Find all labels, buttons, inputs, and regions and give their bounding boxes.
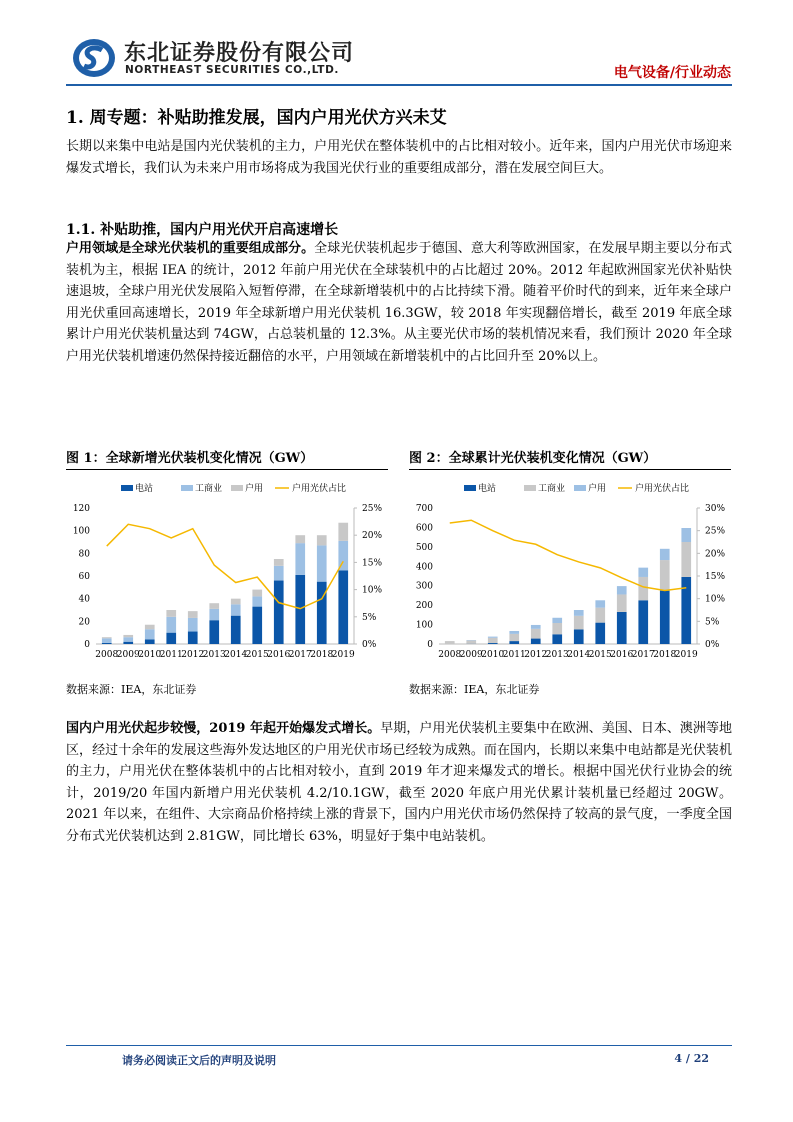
y2-tick-label: 25%: [705, 526, 726, 537]
y-tick-label: 20: [78, 617, 90, 628]
bar-工商业: [660, 560, 670, 591]
x-tick-label: 2015: [245, 650, 269, 660]
bar-户用: [231, 599, 241, 605]
y-tick-label: 400: [415, 562, 433, 573]
bar-电站: [166, 633, 176, 644]
footer-divider: [66, 1045, 732, 1046]
y2-tick-label: 20%: [362, 531, 383, 542]
report-category: 电气设备/行业动态: [613, 65, 731, 81]
figure-2-chart: [409, 476, 735, 666]
legend-label: 电站: [478, 484, 497, 494]
bar-电站: [252, 607, 262, 644]
bar-户用: [338, 523, 348, 541]
bar-电站: [595, 623, 605, 644]
bar-工商业: [595, 608, 605, 623]
bar-电站: [145, 639, 155, 644]
y2-tick-label: 30%: [705, 504, 726, 514]
bar-户用: [188, 611, 198, 618]
y2-tick-label: 0%: [362, 640, 377, 650]
bar-电站: [188, 632, 198, 644]
y-tick-label: 500: [415, 542, 433, 553]
bar-电站: [574, 629, 584, 644]
bar-电站: [509, 641, 519, 644]
bar-户用: [209, 603, 219, 609]
bar-电站: [102, 643, 112, 644]
paragraph-2-lead: 户用领域是全球光伏装机的重要组成部分。: [66, 241, 315, 256]
bar-电站: [317, 582, 327, 644]
bar-户用: [552, 618, 562, 623]
bar-工商业: [274, 566, 284, 581]
y-tick-label: 40: [78, 594, 90, 605]
bar-工商业: [445, 641, 455, 644]
figure-1-chart: [66, 476, 392, 666]
x-tick-label: 2008: [95, 650, 119, 660]
y-tick-label: 60: [78, 572, 90, 582]
bar-电站: [123, 642, 133, 644]
x-tick-label: 2012: [181, 650, 205, 660]
page-number: 4 / 22: [674, 1052, 709, 1065]
bar-工商业: [166, 617, 176, 633]
section-title: 1. 周专题：补贴助推发展，国内户用光伏方兴未艾: [66, 108, 447, 128]
bar-电站: [231, 616, 241, 644]
bar-工商业: [466, 641, 476, 644]
y2-tick-label: 5%: [705, 617, 720, 628]
x-tick-label: 2018: [310, 650, 334, 660]
x-tick-label: 2010: [481, 650, 505, 660]
y2-tick-label: 0%: [705, 640, 720, 650]
legend-label: 户用光伏占比: [635, 484, 690, 494]
paragraph-3-body: 早期，户用光伏装机主要集中在欧洲、美国、日本、澳洲等地区，经过十余年的发展这些海外发达地区的户用光伏市场已经较为成熟。而在国内，长期以来集中电站都是光伏装机的主力，户用光伏在整体装机中的占比相对较小，直到 2019 年才迎来爆发式的增长。根据中国光伏行业协会的统计，2019/20 年国内新增户用光伏装机 4.2/10.1GW，截至 2020 年底户用光伏累计装机量已经超过 20GW。2021 年以来，在组件、大宗商品价格持续上涨的背景下，国内户用光伏市场仍然保持了较高的景气度，一季度全国分布式光伏装机达到 2.81GW，同比增长 63%，明显好于集中电站装机。: [66, 721, 732, 844]
bar-电站: [274, 581, 284, 644]
legend-label: 户用: [245, 484, 264, 494]
bar-电站: [488, 643, 498, 644]
bar-户用: [509, 631, 519, 634]
y-tick-label: 100: [72, 526, 90, 537]
company-name-en: NORTHEAST SECURITIES CO.,LTD.: [125, 64, 339, 76]
x-tick-label: 2017: [288, 650, 312, 660]
x-tick-label: 2008: [438, 650, 462, 660]
legend-label: 工商业: [195, 484, 223, 494]
intro-paragraph: 长期以来集中电站是国内光伏装机的主力，户用光伏在整体装机中的占比相对较小。近年来，国内户用光伏市场迎来爆发式增长，我们认为未来户用市场将成为我国光伏行业的重要组成部分，潜在发展空间巨大。: [66, 139, 732, 176]
x-tick-label: 2014: [224, 650, 248, 660]
company-name-cn: 东北证券股份有限公司: [124, 41, 355, 66]
bar-工商业: [295, 543, 305, 575]
bar-户用: [145, 625, 155, 630]
bar-工商业: [102, 638, 112, 643]
bar-户用: [166, 610, 176, 617]
bar-户用: [123, 635, 133, 637]
bar-电站: [209, 620, 219, 644]
paragraph-2: [66, 238, 732, 368]
bar-工商业: [488, 638, 498, 643]
bar-电站: [338, 570, 348, 644]
x-tick-label: 2013: [545, 650, 569, 660]
bar-户用: [488, 637, 498, 638]
x-tick-label: 2012: [524, 650, 548, 660]
y2-tick-label: 20%: [705, 549, 726, 560]
x-tick-label: 2019: [331, 650, 355, 660]
bar-工商业: [574, 616, 584, 630]
bar-工商业: [617, 594, 627, 611]
x-tick-label: 2011: [502, 650, 526, 660]
bar-工商业: [145, 629, 155, 639]
share-line: [450, 520, 687, 590]
bar-工商业: [209, 609, 219, 620]
bar-户用: [274, 559, 284, 566]
bar-工商业: [531, 629, 541, 639]
y-tick-label: 0: [84, 640, 90, 650]
bar-工商业: [681, 542, 691, 577]
legend-label: 工商业: [538, 484, 566, 494]
y-tick-label: 80: [78, 549, 90, 560]
y-tick-label: 200: [415, 601, 433, 612]
figure-2-title: 图 2：全球累计光伏装机变化情况（GW）: [409, 447, 731, 470]
y2-tick-label: 15%: [362, 558, 383, 569]
y-tick-label: 100: [415, 620, 433, 631]
bar-电站: [295, 575, 305, 644]
figure-2-source: 数据来源：IEA，东北证券: [409, 683, 540, 696]
y2-tick-label: 5%: [362, 612, 377, 623]
x-tick-label: 2009: [116, 650, 140, 660]
bar-工商业: [252, 596, 262, 606]
bar-户用: [531, 625, 541, 629]
x-tick-label: 2019: [674, 650, 698, 660]
bar-电站: [531, 639, 541, 644]
y2-tick-label: 25%: [362, 504, 383, 514]
legend-swatch: [524, 485, 536, 491]
paragraph-3-lead: 国内户用光伏起步较慢，2019 年起开始爆发式增长。: [66, 721, 381, 736]
company-logo: [72, 38, 116, 78]
y2-tick-label: 15%: [705, 572, 726, 582]
bar-工商业: [638, 577, 648, 600]
legend-swatch: [574, 485, 586, 491]
bar-户用: [660, 549, 670, 560]
bar-工商业: [188, 618, 198, 632]
paragraph-3: [66, 718, 732, 848]
figure-1-source: 数据来源：IEA，东北证券: [66, 683, 197, 696]
y-tick-label: 300: [415, 581, 433, 592]
y2-tick-label: 10%: [705, 594, 726, 605]
bar-户用: [681, 528, 691, 542]
x-tick-label: 2009: [459, 650, 483, 660]
x-tick-label: 2010: [138, 650, 162, 660]
legend-label: 电站: [135, 484, 154, 494]
bar-工商业: [123, 637, 133, 642]
legend-swatch: [464, 485, 476, 491]
legend-label: 户用光伏占比: [292, 484, 347, 494]
x-tick-label: 2017: [631, 650, 655, 660]
x-tick-label: 2016: [267, 650, 291, 660]
legend-swatch: [181, 485, 193, 491]
x-tick-label: 2014: [567, 650, 591, 660]
bar-工商业: [317, 545, 327, 581]
y-tick-label: 600: [415, 523, 433, 534]
bar-户用: [574, 610, 584, 616]
bar-工商业: [231, 604, 241, 615]
y-tick-label: 0: [427, 640, 433, 650]
x-tick-label: 2018: [653, 650, 677, 660]
subsection-title: 1.1. 补贴助推，国内户用光伏开启高速增长: [66, 222, 339, 238]
bar-工商业: [509, 634, 519, 641]
legend-label: 户用: [588, 484, 607, 494]
y-tick-label: 700: [415, 504, 433, 514]
header-divider: [66, 84, 732, 86]
legend-swatch: [121, 485, 133, 491]
x-tick-label: 2013: [202, 650, 226, 660]
bar-户用: [595, 600, 605, 607]
bar-户用: [252, 590, 262, 597]
bar-户用: [295, 535, 305, 543]
bar-户用: [102, 637, 112, 638]
bar-电站: [638, 600, 648, 644]
bar-电站: [552, 634, 562, 644]
x-tick-label: 2011: [159, 650, 183, 660]
bar-户用: [617, 586, 627, 594]
x-tick-label: 2015: [588, 650, 612, 660]
bar-电站: [681, 577, 691, 644]
bar-工商业: [552, 623, 562, 634]
bar-户用: [317, 535, 327, 545]
legend-swatch: [231, 485, 243, 491]
x-tick-label: 2016: [610, 650, 634, 660]
paragraph-2-body: 全球光伏装机起步于德国、意大利等欧洲国家，在发展早期主要以分布式装机为主，根据 IEA 的统计，2012 年前户用光伏在全球装机中的占比超过 20%。2012 年起欧洲国家光伏补贴快速退坡，全球户用光伏发展陷入短暂停滞，在全球新增装机中的占比持续下滑。随着平价时代的到来，近年来全球户用光伏重回高速增长，2019 年全球新增户用光伏装机 16.3GW，较 2018 年实现翻倍增长，截至 2019 年底全球累计户用光伏装机量达到 74GW，占总装机量的 12.3%。从主要光伏市场的装机情况来看，我们预计 2020 年全球户用光伏装机增速仍然保持接近翻倍的水平，户用领域在新增装机中的占比回升至 20%以上。: [66, 241, 732, 364]
y-tick-label: 120: [72, 504, 90, 514]
y2-tick-label: 10%: [362, 585, 383, 596]
bar-户用: [638, 568, 648, 577]
figure-1-title: 图 1：全球新增光伏装机变化情况（GW）: [66, 447, 388, 470]
footer-disclaimer: 请务必阅读正文后的声明及说明: [122, 1054, 276, 1067]
bar-电站: [660, 591, 670, 644]
share-line: [107, 524, 344, 608]
bar-电站: [617, 612, 627, 644]
